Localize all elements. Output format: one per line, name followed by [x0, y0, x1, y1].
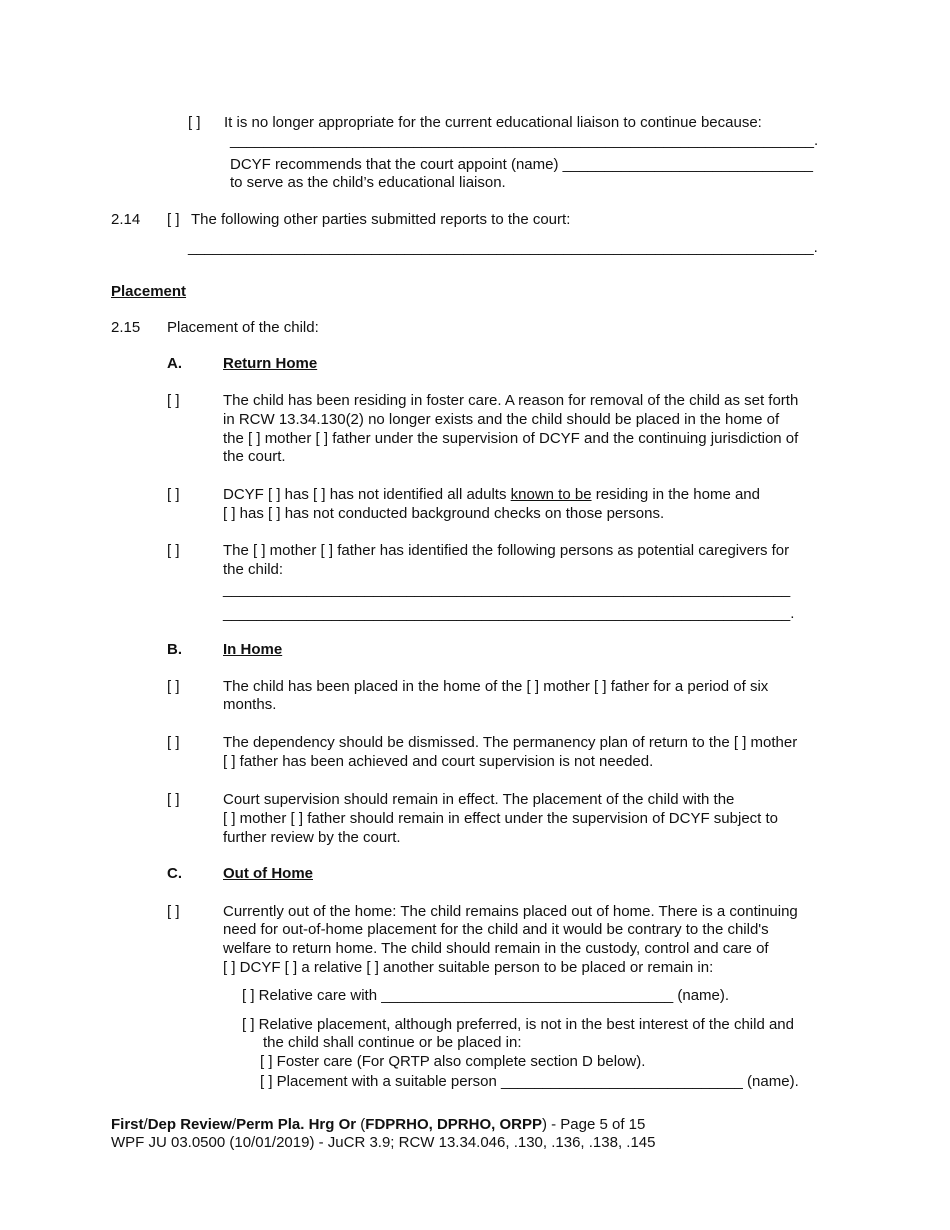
a-item1-line: in RCW 13.34.130(2) no longer exists and the child should be placed in the home of: [223, 411, 780, 428]
b-item3-line: Court supervision should remain in effect. The placement of the child with the: [223, 791, 735, 808]
b-item3-line: [ ] mother [ ] father should remain in effect under the supervision of DCYF subject to: [223, 810, 778, 827]
footer-l1-c: Dep Review: [147, 1116, 232, 1133]
a-item3-blank1: ____________________________________________________________________: [223, 581, 791, 598]
b-item2-checkbox[interactable]: [ ]: [167, 734, 180, 751]
placement-heading: Placement: [111, 283, 187, 300]
b-item1-line: months.: [223, 696, 277, 713]
section-a-title: Return Home: [223, 355, 318, 372]
footer-l1-e: Perm Pla. Hrg Or: [236, 1116, 357, 1133]
b-item1-line: The child has been placed in the home of the [ ] mother [ ] father for a period of six: [223, 678, 769, 695]
section-2-15-number: 2.15: [111, 319, 141, 336]
a-item2-underlined: known to be: [510, 486, 592, 503]
b-item3-checkbox[interactable]: [ ]: [167, 791, 180, 808]
c-sub-foster-care[interactable]: [ ] Foster care (For QRTP also complete section D below).: [260, 1053, 646, 1070]
a-item1-line: The child has been residing in foster care. A reason for removal of the child as set forth: [223, 392, 799, 409]
section-2-14-checkbox[interactable]: [ ]: [167, 211, 180, 228]
a-item1-line: the court.: [223, 448, 286, 465]
footer-l1-h: ) - Page 5 of 15: [541, 1116, 646, 1133]
c-sub-suitable-person[interactable]: [ ] Placement with a suitable person _____________________________ (name).: [260, 1073, 799, 1090]
liaison-text: It is no longer appropriate for the current educational liaison to continue because:: [224, 114, 762, 131]
c-item-line: Currently out of the home: The child remains placed out of home. There is a continuing: [223, 903, 798, 920]
c-item-checkbox[interactable]: [ ]: [167, 903, 180, 920]
section-2-15-text: Placement of the child:: [167, 319, 319, 336]
liaison-checkbox[interactable]: [ ]: [188, 114, 201, 131]
c-sub-relative-care[interactable]: [ ] Relative care with ___________________________________ (name).: [242, 987, 730, 1004]
b-item2-line: The dependency should be dismissed. The permanency plan of return to the [ ] mother: [223, 734, 798, 751]
a-item2-pre: DCYF [ ] has [ ] has not identified all adults: [223, 486, 511, 503]
footer-form-title: [111, 1115, 645, 1134]
a-item2-checkbox[interactable]: [ ]: [167, 486, 180, 503]
b-item3-line: further review by the court.: [223, 829, 401, 846]
c-item-line: welfare to return home. The child should remain in the custody, control and care of: [223, 940, 769, 957]
liaison-blank: ______________________________________________________________________.: [230, 132, 819, 149]
a-item2-line2: [ ] has [ ] has not conducted background checks on those persons.: [223, 505, 665, 522]
b-item2-line: [ ] father has been achieved and court supervision is not needed.: [223, 753, 654, 770]
footer-l1-d: /: [231, 1116, 237, 1133]
a-item3-line: The [ ] mother [ ] father has identified the following persons as potential caregivers for: [223, 542, 790, 559]
section-c-title: Out of Home: [223, 865, 313, 882]
section-c-letter: C.: [167, 865, 182, 882]
liaison-recommend-line1: DCYF recommends that the court appoint (name) ______________________________: [230, 156, 813, 173]
a-item3-checkbox[interactable]: [ ]: [167, 542, 180, 559]
section-2-14-number: 2.14: [111, 211, 141, 228]
section-2-14-text: The following other parties submitted reports to the court:: [191, 211, 571, 228]
section-b-letter: B.: [167, 641, 182, 658]
a-item1-checkbox[interactable]: [ ]: [167, 392, 180, 409]
section-a-letter: A.: [167, 355, 182, 372]
b-item1-checkbox[interactable]: [ ]: [167, 678, 180, 695]
footer-l1-f: (: [356, 1116, 366, 1133]
a-item3-line: the child:: [223, 561, 284, 578]
footer-form-code: WPF JU 03.0500 (10/01/2019) - JuCR 3.9; RCW 13.34.046, .130, .136, .138, .145: [111, 1134, 656, 1151]
footer-l1-b: /: [143, 1116, 148, 1133]
footer-l1-g: FDPRHO, DPRHO, ORPP: [365, 1116, 542, 1133]
footer-l1-a: First: [111, 1116, 144, 1133]
a-item2-line1: [223, 485, 760, 504]
c-sub-relative-placement[interactable]: [ ] Relative placement, although preferred, is not in the best interest of the child and: [242, 1016, 794, 1033]
a-item1-line: the [ ] mother [ ] father under the supervision of DCYF and the continuing jurisdiction of: [223, 430, 799, 447]
c-item-line: [ ] DCYF [ ] a relative [ ] another suitable person to be placed or remain in:: [223, 959, 714, 976]
liaison-recommend-line2: to serve as the child’s educational liaison.: [230, 174, 506, 191]
a-item2-post: residing in the home and: [591, 486, 760, 503]
c-item-line: need for out-of-home placement for the child and it would be contrary to the child's: [223, 921, 769, 938]
c-sub-relative-placement-cont: the child shall continue or be placed in:: [263, 1034, 522, 1051]
section-b-title: In Home: [223, 641, 283, 658]
section-2-14-blank: ___________________________________________________________________________.: [188, 239, 818, 256]
a-item3-blank2: ____________________________________________________________________.: [223, 605, 795, 622]
